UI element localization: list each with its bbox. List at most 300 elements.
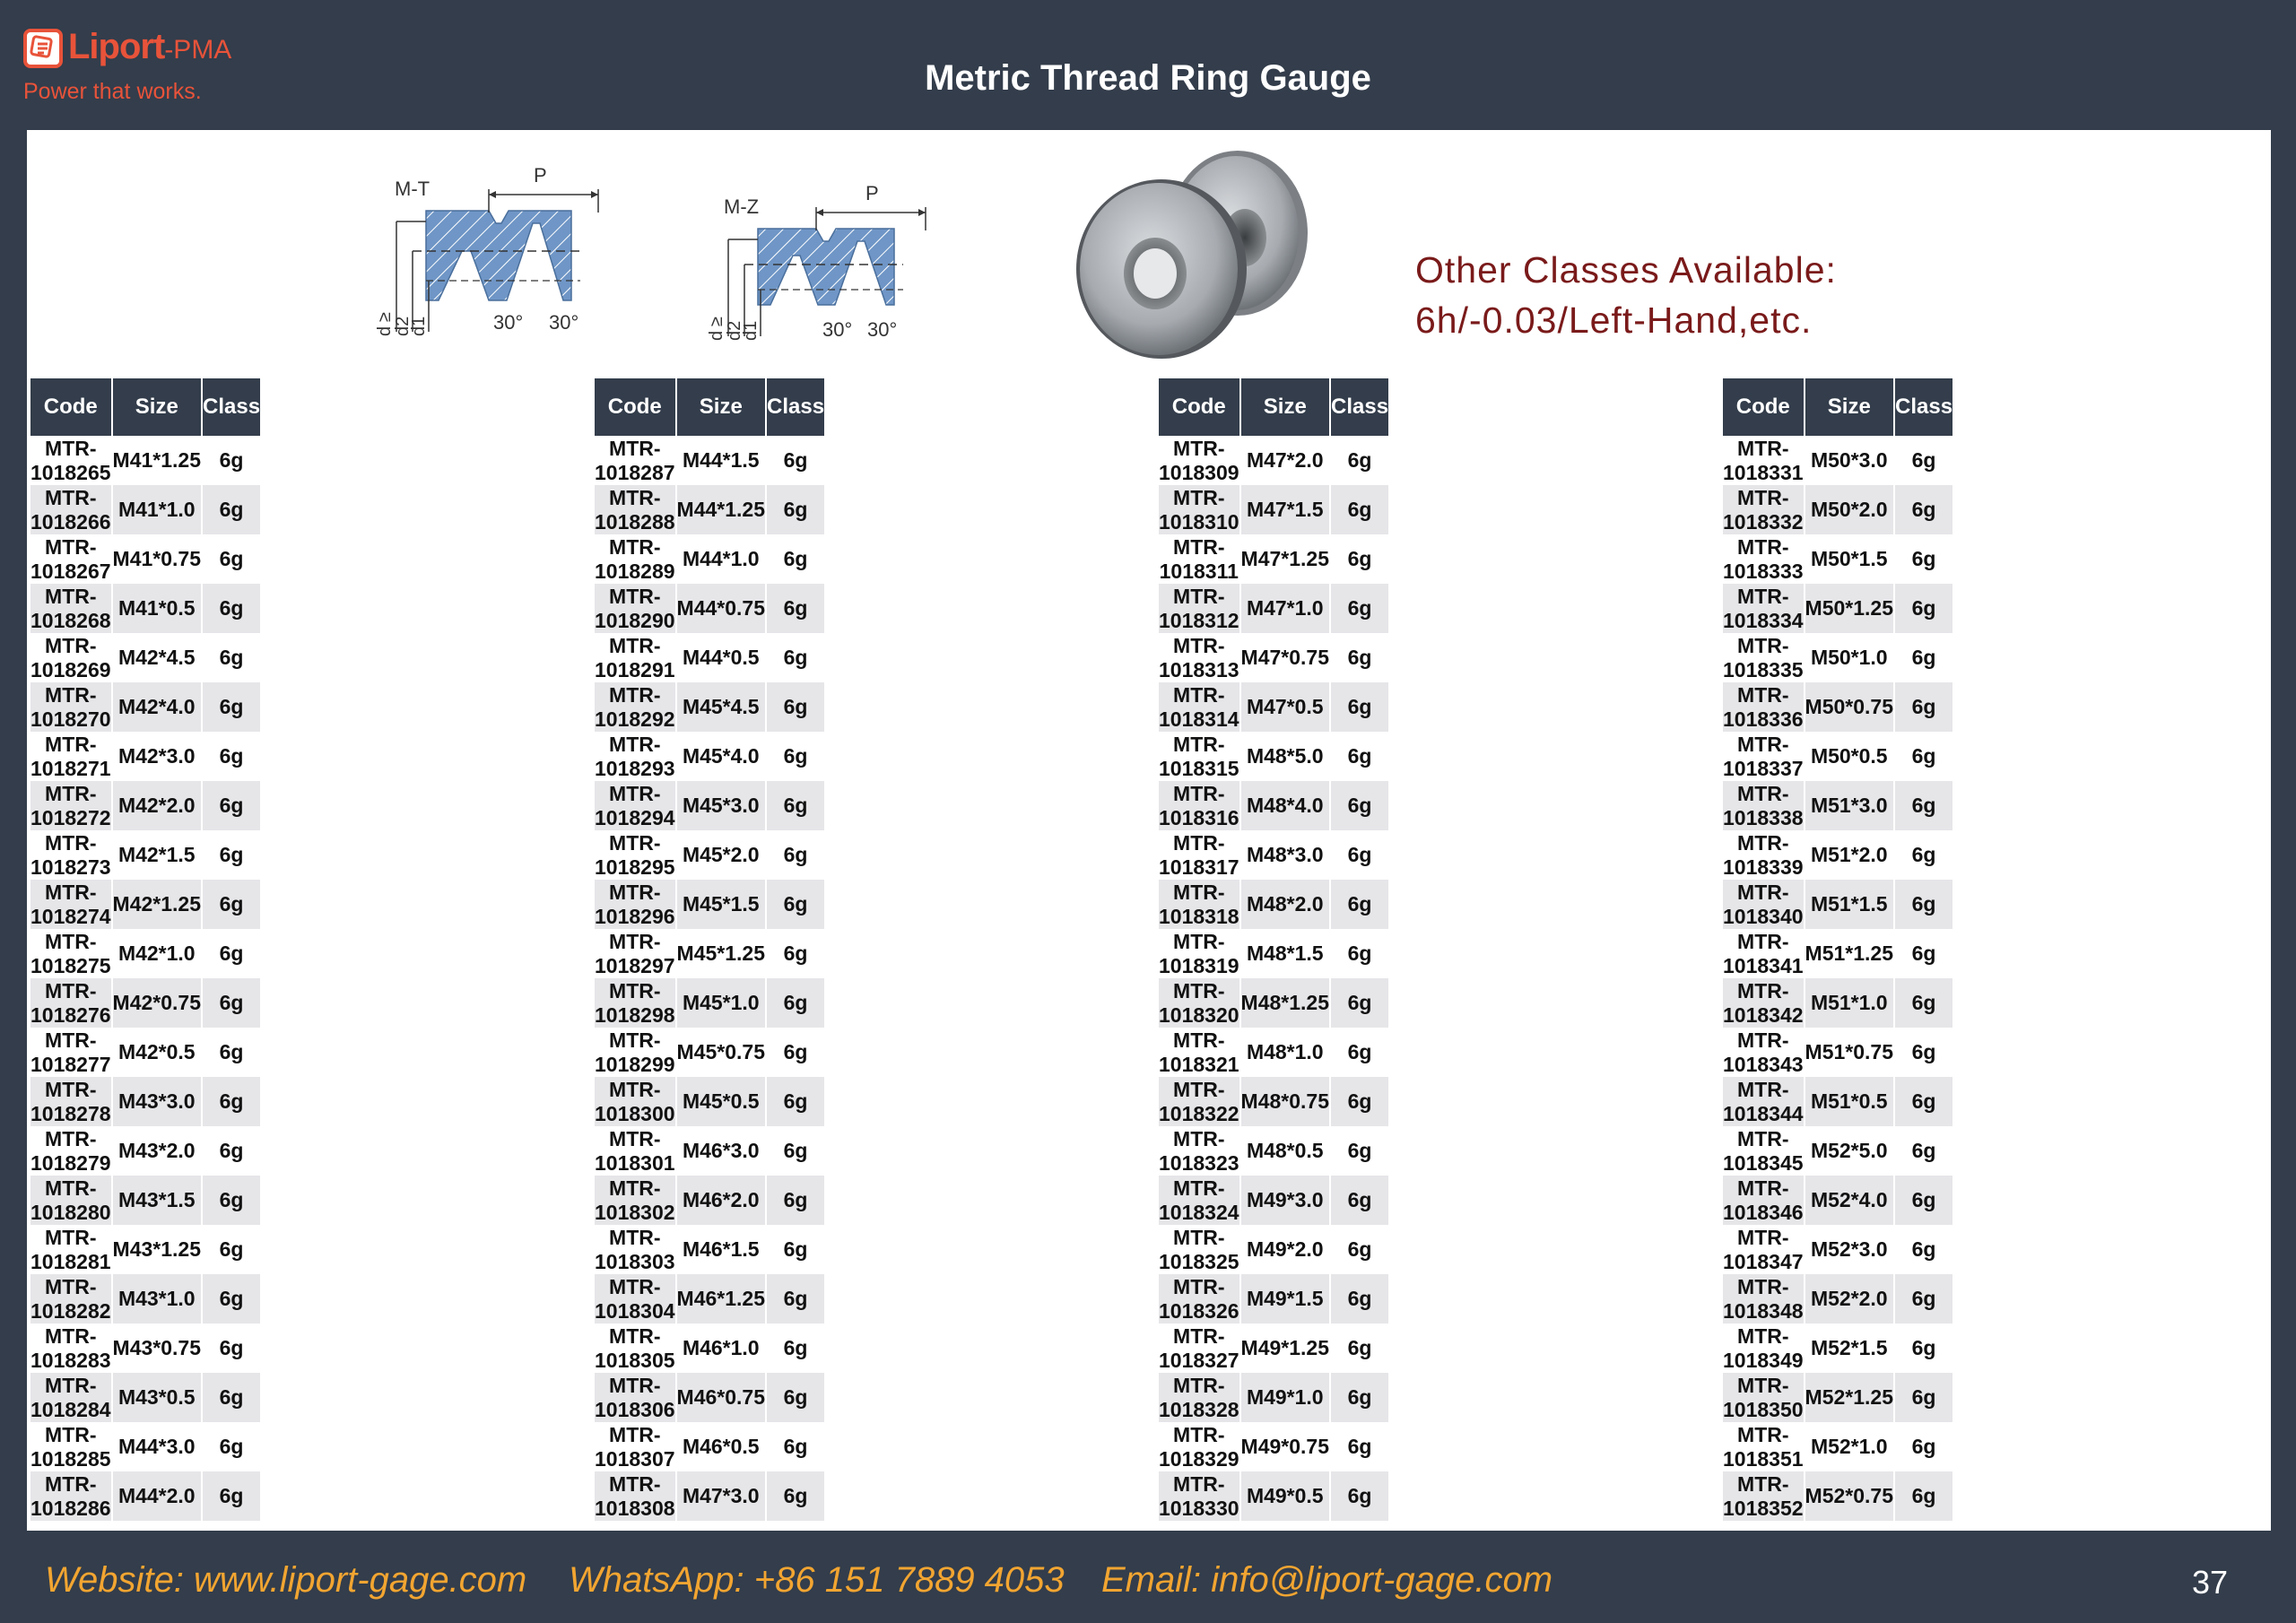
table-row bbox=[1159, 781, 1388, 830]
class-cell: 6g bbox=[1330, 1471, 1388, 1521]
table-row bbox=[30, 880, 260, 929]
table-row bbox=[1159, 880, 1388, 929]
table-row bbox=[1723, 584, 1952, 633]
table-row bbox=[1159, 1373, 1388, 1422]
size-cell: M42*1.0 bbox=[112, 929, 202, 978]
code-cell: MTR-1018267 bbox=[30, 534, 111, 583]
d1-label: d1 bbox=[741, 320, 761, 341]
other-classes-line1: Other Classes Available: bbox=[1415, 249, 1837, 291]
size-cell: M47*1.0 bbox=[1240, 584, 1330, 633]
class-cell: 6g bbox=[766, 1274, 824, 1324]
class-cell: 6g bbox=[1330, 1422, 1388, 1471]
class-cell: 6g bbox=[766, 1471, 824, 1521]
code-cell: MTR-1018301 bbox=[595, 1126, 675, 1175]
code-cell: MTR-1018279 bbox=[30, 1126, 111, 1175]
size-cell: M52*0.75 bbox=[1805, 1471, 1894, 1521]
code-cell: MTR-1018284 bbox=[30, 1373, 111, 1421]
table-row bbox=[1723, 880, 1952, 929]
table-row bbox=[1723, 1422, 1952, 1471]
code-cell: MTR-1018345 bbox=[1723, 1126, 1804, 1175]
page-title: Metric Thread Ring Gauge bbox=[925, 58, 1371, 98]
table-row bbox=[1159, 1126, 1388, 1176]
class-cell: 6g bbox=[1894, 880, 1952, 929]
code-cell: MTR-1018307 bbox=[595, 1422, 675, 1471]
code-cell: MTR-1018329 bbox=[1159, 1422, 1239, 1471]
other-classes-line2: 6h/-0.03/Left-Hand,etc. bbox=[1415, 299, 1813, 341]
code-cell: MTR-1018298 bbox=[595, 978, 675, 1027]
class-cell: 6g bbox=[1894, 1274, 1952, 1324]
table-header-row bbox=[1723, 378, 1952, 436]
code-cell: MTR-1018275 bbox=[30, 929, 111, 977]
size-cell: M50*1.0 bbox=[1805, 633, 1894, 682]
code-cell: MTR-1018285 bbox=[30, 1422, 111, 1471]
page-header bbox=[0, 0, 2296, 130]
class-cell: 6g bbox=[766, 781, 824, 830]
class-cell: 6g bbox=[1330, 1077, 1388, 1126]
class-cell: 6g bbox=[766, 1225, 824, 1274]
class-cell: 6g bbox=[1894, 1471, 1952, 1521]
table-row bbox=[1723, 436, 1952, 485]
table-row bbox=[1723, 485, 1952, 534]
class-cell: 6g bbox=[766, 534, 824, 584]
table-row bbox=[595, 682, 824, 732]
table-row bbox=[595, 1126, 824, 1176]
table-row bbox=[1159, 1028, 1388, 1077]
class-cell: 6g bbox=[1894, 1324, 1952, 1373]
table-row bbox=[30, 633, 260, 682]
table-row bbox=[1723, 1324, 1952, 1373]
d-label: d bbox=[707, 330, 726, 341]
code-cell: MTR-1018304 bbox=[595, 1274, 675, 1323]
table-row bbox=[595, 978, 824, 1028]
thread-profile-shape bbox=[758, 229, 894, 305]
class-cell: 6g bbox=[202, 732, 260, 781]
code-cell: MTR-1018305 bbox=[595, 1324, 675, 1372]
size-cell: M45*1.5 bbox=[676, 880, 766, 929]
size-cell: M52*1.25 bbox=[1805, 1373, 1894, 1422]
size-cell: M42*0.5 bbox=[112, 1028, 202, 1077]
size-cell: M41*0.75 bbox=[112, 534, 202, 584]
table-row bbox=[30, 584, 260, 633]
class-cell: 6g bbox=[1894, 1373, 1952, 1422]
size-cell: M52*4.0 bbox=[1805, 1176, 1894, 1225]
size-cell: M42*2.0 bbox=[112, 781, 202, 830]
class-cell: 6g bbox=[1894, 1176, 1952, 1225]
code-cell: MTR-1018265 bbox=[30, 436, 111, 484]
code-cell: MTR-1018268 bbox=[30, 584, 111, 632]
table-row bbox=[595, 781, 824, 830]
class-cell: 6g bbox=[202, 1373, 260, 1422]
code-cell: MTR-1018291 bbox=[595, 633, 675, 681]
code-cell: MTR-1018342 bbox=[1723, 978, 1804, 1027]
size-cell: M44*2.0 bbox=[112, 1471, 202, 1521]
table-row bbox=[1723, 1274, 1952, 1324]
column-header: Class bbox=[766, 378, 824, 436]
code-cell: MTR-1018278 bbox=[30, 1077, 111, 1125]
d2-label: d2 bbox=[393, 316, 413, 336]
code-cell: MTR-1018277 bbox=[30, 1028, 111, 1076]
table-row bbox=[595, 1028, 824, 1077]
size-cell: M52*5.0 bbox=[1805, 1126, 1894, 1176]
code-cell: MTR-1018344 bbox=[1723, 1077, 1804, 1125]
table-row bbox=[1723, 1077, 1952, 1126]
table-row bbox=[1159, 1422, 1388, 1471]
size-cell: M42*0.75 bbox=[112, 978, 202, 1028]
class-cell: 6g bbox=[766, 1077, 824, 1126]
class-cell: 6g bbox=[202, 1225, 260, 1274]
class-cell: 6g bbox=[202, 1176, 260, 1225]
size-cell: M47*1.25 bbox=[1240, 534, 1330, 584]
size-cell: M42*1.5 bbox=[112, 830, 202, 880]
size-cell: M49*2.0 bbox=[1240, 1225, 1330, 1274]
class-cell: 6g bbox=[766, 485, 824, 534]
table-row bbox=[30, 1324, 260, 1373]
table-row bbox=[30, 978, 260, 1028]
table-row bbox=[595, 584, 824, 633]
size-cell: M43*0.75 bbox=[112, 1324, 202, 1373]
class-cell: 6g bbox=[202, 1028, 260, 1077]
size-cell: M45*0.75 bbox=[676, 1028, 766, 1077]
code-cell: MTR-1018335 bbox=[1723, 633, 1804, 681]
size-cell: M42*1.25 bbox=[112, 880, 202, 929]
class-cell: 6g bbox=[1330, 880, 1388, 929]
code-cell: MTR-1018336 bbox=[1723, 682, 1804, 731]
size-cell: M51*1.25 bbox=[1805, 929, 1894, 978]
code-cell: MTR-1018288 bbox=[595, 485, 675, 534]
table-row bbox=[595, 929, 824, 978]
table-header-row bbox=[595, 378, 824, 436]
code-cell: MTR-1018274 bbox=[30, 880, 111, 928]
size-cell: M52*1.0 bbox=[1805, 1422, 1894, 1471]
class-cell: 6g bbox=[1330, 682, 1388, 732]
class-cell: 6g bbox=[202, 880, 260, 929]
table-row bbox=[30, 436, 260, 485]
gauge-table-4 bbox=[1723, 378, 1952, 1521]
code-cell: MTR-1018317 bbox=[1159, 830, 1239, 879]
table-row bbox=[595, 633, 824, 682]
size-cell: M46*1.0 bbox=[676, 1324, 766, 1373]
angle-left-label: 30° bbox=[822, 318, 853, 341]
class-cell: 6g bbox=[1330, 1225, 1388, 1274]
table-row bbox=[1159, 732, 1388, 781]
size-cell: M51*3.0 bbox=[1805, 781, 1894, 830]
size-cell: M45*2.0 bbox=[676, 830, 766, 880]
code-cell: MTR-1018280 bbox=[30, 1176, 111, 1224]
code-cell: MTR-1018312 bbox=[1159, 584, 1239, 632]
column-header: Code bbox=[595, 378, 676, 436]
table-row bbox=[30, 534, 260, 584]
class-cell: 6g bbox=[1330, 1373, 1388, 1422]
column-header: Class bbox=[202, 378, 260, 436]
class-cell: 6g bbox=[1894, 534, 1952, 584]
code-cell: MTR-1018326 bbox=[1159, 1274, 1239, 1323]
table-row bbox=[1159, 682, 1388, 732]
size-cell: M52*1.5 bbox=[1805, 1324, 1894, 1373]
size-cell: M51*1.0 bbox=[1805, 978, 1894, 1028]
code-cell: MTR-1018293 bbox=[595, 732, 675, 780]
table-row bbox=[1723, 682, 1952, 732]
class-cell: 6g bbox=[1330, 1324, 1388, 1373]
table-row bbox=[595, 830, 824, 880]
code-cell: MTR-1018341 bbox=[1723, 929, 1804, 977]
code-cell: MTR-1018327 bbox=[1159, 1324, 1239, 1372]
class-cell: 6g bbox=[766, 1176, 824, 1225]
code-cell: MTR-1018266 bbox=[30, 485, 111, 534]
size-cell: M48*3.0 bbox=[1240, 830, 1330, 880]
code-cell: MTR-1018334 bbox=[1723, 584, 1804, 632]
size-cell: M50*1.5 bbox=[1805, 534, 1894, 584]
table-row bbox=[1723, 1373, 1952, 1422]
class-cell: 6g bbox=[1894, 732, 1952, 781]
table-row bbox=[1159, 485, 1388, 534]
class-cell: 6g bbox=[1330, 1126, 1388, 1176]
code-cell: MTR-1018273 bbox=[30, 830, 111, 879]
code-cell: MTR-1018351 bbox=[1723, 1422, 1804, 1471]
code-cell: MTR-1018302 bbox=[595, 1176, 675, 1224]
code-cell: MTR-1018309 bbox=[1159, 436, 1239, 484]
table-row bbox=[1723, 1471, 1952, 1521]
size-cell: M47*1.5 bbox=[1240, 485, 1330, 534]
size-cell: M50*2.0 bbox=[1805, 485, 1894, 534]
table-row bbox=[30, 1225, 260, 1274]
size-cell: M48*2.0 bbox=[1240, 880, 1330, 929]
table-row bbox=[30, 732, 260, 781]
page-number: 37 bbox=[2192, 1564, 2229, 1601]
size-cell: M46*3.0 bbox=[676, 1126, 766, 1176]
table-row bbox=[30, 1373, 260, 1422]
code-cell: MTR-1018308 bbox=[595, 1471, 675, 1520]
code-cell: MTR-1018349 bbox=[1723, 1324, 1804, 1372]
table-row bbox=[595, 880, 824, 929]
d2-label: d2 bbox=[725, 320, 744, 341]
size-cell: M44*1.0 bbox=[676, 534, 766, 584]
diagram-label-mt: M-T bbox=[395, 178, 430, 200]
code-cell: MTR-1018287 bbox=[595, 436, 675, 484]
size-cell: M48*0.75 bbox=[1240, 1077, 1330, 1126]
table-row bbox=[1159, 1324, 1388, 1373]
size-cell: M50*0.75 bbox=[1805, 682, 1894, 732]
table-row bbox=[30, 485, 260, 534]
code-cell: MTR-1018289 bbox=[595, 534, 675, 583]
table-row bbox=[1159, 1471, 1388, 1521]
class-cell: 6g bbox=[202, 633, 260, 682]
class-cell: 6g bbox=[766, 1373, 824, 1422]
class-cell: 6g bbox=[202, 682, 260, 732]
code-cell: MTR-1018320 bbox=[1159, 978, 1239, 1027]
thread-diagram-mt bbox=[345, 157, 677, 345]
size-cell: M49*1.0 bbox=[1240, 1373, 1330, 1422]
code-cell: MTR-1018347 bbox=[1723, 1225, 1804, 1273]
table-row bbox=[595, 534, 824, 584]
table-row bbox=[30, 1077, 260, 1126]
class-cell: 6g bbox=[766, 633, 824, 682]
size-cell: M48*1.0 bbox=[1240, 1028, 1330, 1077]
code-cell: MTR-1018306 bbox=[595, 1373, 675, 1421]
size-cell: M45*4.5 bbox=[676, 682, 766, 732]
table-row bbox=[30, 1126, 260, 1176]
table-row bbox=[30, 1028, 260, 1077]
pitch-label: P bbox=[865, 182, 879, 204]
size-cell: M47*3.0 bbox=[676, 1471, 766, 1521]
size-cell: M42*4.0 bbox=[112, 682, 202, 732]
d1-label: d1 bbox=[409, 316, 429, 336]
d-label: d bbox=[375, 325, 395, 336]
class-cell: 6g bbox=[766, 880, 824, 929]
size-cell: M52*3.0 bbox=[1805, 1225, 1894, 1274]
whatsapp-contact[interactable]: WhatsApp: +86 151 7889 4053 bbox=[569, 1560, 1065, 1600]
code-cell: MTR-1018270 bbox=[30, 682, 111, 731]
size-cell: M46*1.25 bbox=[676, 1274, 766, 1324]
class-cell: 6g bbox=[1330, 929, 1388, 978]
class-cell: 6g bbox=[202, 1077, 260, 1126]
class-cell: 6g bbox=[766, 436, 824, 485]
size-cell: M41*1.25 bbox=[112, 436, 202, 485]
size-cell: M43*1.0 bbox=[112, 1274, 202, 1324]
column-header: Class bbox=[1894, 378, 1952, 436]
class-cell: 6g bbox=[202, 1274, 260, 1324]
class-cell: 6g bbox=[766, 1028, 824, 1077]
code-cell: MTR-1018338 bbox=[1723, 781, 1804, 829]
column-header: Class bbox=[1330, 378, 1388, 436]
class-cell: 6g bbox=[766, 1422, 824, 1471]
class-cell: 6g bbox=[1894, 978, 1952, 1028]
diagram-label-mz: M-Z bbox=[724, 195, 760, 218]
website-link[interactable]: Website: www.liport-gage.com bbox=[45, 1560, 527, 1600]
code-cell: MTR-1018348 bbox=[1723, 1274, 1804, 1323]
ge-label: ≥ bbox=[707, 317, 726, 326]
code-cell: MTR-1018303 bbox=[595, 1225, 675, 1273]
angle-right-label: 30° bbox=[549, 311, 579, 334]
table-row bbox=[1723, 1126, 1952, 1176]
table-row bbox=[1723, 978, 1952, 1028]
class-cell: 6g bbox=[1330, 436, 1388, 485]
size-cell: M49*0.75 bbox=[1240, 1422, 1330, 1471]
size-cell: M50*3.0 bbox=[1805, 436, 1894, 485]
table-row bbox=[1723, 929, 1952, 978]
table-row bbox=[30, 1422, 260, 1471]
size-cell: M51*1.5 bbox=[1805, 880, 1894, 929]
code-cell: MTR-1018330 bbox=[1159, 1471, 1239, 1520]
ge-label: ≥ bbox=[375, 312, 395, 322]
class-cell: 6g bbox=[766, 1324, 824, 1373]
class-cell: 6g bbox=[1894, 436, 1952, 485]
class-cell: 6g bbox=[766, 682, 824, 732]
table-row bbox=[1159, 534, 1388, 584]
class-cell: 6g bbox=[1330, 830, 1388, 880]
size-cell: M42*3.0 bbox=[112, 732, 202, 781]
class-cell: 6g bbox=[202, 1324, 260, 1373]
code-cell: MTR-1018339 bbox=[1723, 830, 1804, 879]
table-row bbox=[30, 1176, 260, 1225]
table-row bbox=[30, 1471, 260, 1521]
size-cell: M46*2.0 bbox=[676, 1176, 766, 1225]
class-cell: 6g bbox=[1894, 1077, 1952, 1126]
class-cell: 6g bbox=[202, 534, 260, 584]
class-cell: 6g bbox=[1330, 1176, 1388, 1225]
size-cell: M45*1.25 bbox=[676, 929, 766, 978]
table-row bbox=[1723, 781, 1952, 830]
code-cell: MTR-1018325 bbox=[1159, 1225, 1239, 1273]
code-cell: MTR-1018314 bbox=[1159, 682, 1239, 731]
class-cell: 6g bbox=[766, 732, 824, 781]
code-cell: MTR-1018292 bbox=[595, 682, 675, 731]
class-cell: 6g bbox=[1894, 1422, 1952, 1471]
column-header: Size bbox=[676, 378, 766, 436]
code-cell: MTR-1018315 bbox=[1159, 732, 1239, 780]
code-cell: MTR-1018319 bbox=[1159, 929, 1239, 977]
code-cell: MTR-1018324 bbox=[1159, 1176, 1239, 1224]
class-cell: 6g bbox=[202, 830, 260, 880]
size-cell: M47*2.0 bbox=[1240, 436, 1330, 485]
code-cell: MTR-1018310 bbox=[1159, 485, 1239, 534]
table-row bbox=[1723, 1225, 1952, 1274]
size-cell: M47*0.5 bbox=[1240, 682, 1330, 732]
class-cell: 6g bbox=[1330, 1028, 1388, 1077]
angle-left-label: 30° bbox=[493, 311, 524, 334]
class-cell: 6g bbox=[1894, 1028, 1952, 1077]
code-cell: MTR-1018331 bbox=[1723, 436, 1804, 484]
table-row bbox=[1723, 633, 1952, 682]
table-row bbox=[595, 1422, 824, 1471]
size-cell: M48*1.25 bbox=[1240, 978, 1330, 1028]
gauge-table-2 bbox=[595, 378, 824, 1521]
table-row bbox=[1159, 978, 1388, 1028]
table-row bbox=[595, 436, 824, 485]
size-cell: M48*1.5 bbox=[1240, 929, 1330, 978]
size-cell: M48*0.5 bbox=[1240, 1126, 1330, 1176]
size-cell: M46*1.5 bbox=[676, 1225, 766, 1274]
size-cell: M49*3.0 bbox=[1240, 1176, 1330, 1225]
size-cell: M51*0.75 bbox=[1805, 1028, 1894, 1077]
table-row bbox=[30, 830, 260, 880]
code-cell: MTR-1018269 bbox=[30, 633, 111, 681]
thread-diagram-mz bbox=[677, 175, 1009, 363]
class-cell: 6g bbox=[1894, 830, 1952, 880]
class-cell: 6g bbox=[766, 830, 824, 880]
table-row bbox=[1723, 1176, 1952, 1225]
class-cell: 6g bbox=[766, 978, 824, 1028]
size-cell: M48*5.0 bbox=[1240, 732, 1330, 781]
table-row bbox=[595, 1274, 824, 1324]
class-cell: 6g bbox=[1330, 1274, 1388, 1324]
code-cell: MTR-1018286 bbox=[30, 1471, 111, 1520]
angle-right-label: 30° bbox=[867, 318, 898, 341]
size-cell: M41*0.5 bbox=[112, 584, 202, 633]
class-cell: 6g bbox=[1894, 781, 1952, 830]
table-row bbox=[595, 1077, 824, 1126]
code-cell: MTR-1018340 bbox=[1723, 880, 1804, 928]
size-cell: M50*1.25 bbox=[1805, 584, 1894, 633]
table-row bbox=[595, 1324, 824, 1373]
code-cell: MTR-1018333 bbox=[1723, 534, 1804, 583]
size-cell: M44*1.5 bbox=[676, 436, 766, 485]
size-cell: M43*1.5 bbox=[112, 1176, 202, 1225]
code-cell: MTR-1018316 bbox=[1159, 781, 1239, 829]
email-link[interactable]: Email: info@liport-gage.com bbox=[1101, 1560, 1553, 1600]
table-row bbox=[1159, 929, 1388, 978]
table-row bbox=[595, 1225, 824, 1274]
table-row bbox=[1723, 830, 1952, 880]
code-cell: MTR-1018295 bbox=[595, 830, 675, 879]
table-header-row bbox=[1159, 378, 1388, 436]
page-footer bbox=[0, 1560, 2296, 1614]
code-cell: MTR-1018290 bbox=[595, 584, 675, 632]
table-row bbox=[30, 1274, 260, 1324]
column-header: Code bbox=[1159, 378, 1240, 436]
table-row bbox=[1159, 1077, 1388, 1126]
size-cell: M44*0.75 bbox=[676, 584, 766, 633]
class-cell: 6g bbox=[1894, 485, 1952, 534]
